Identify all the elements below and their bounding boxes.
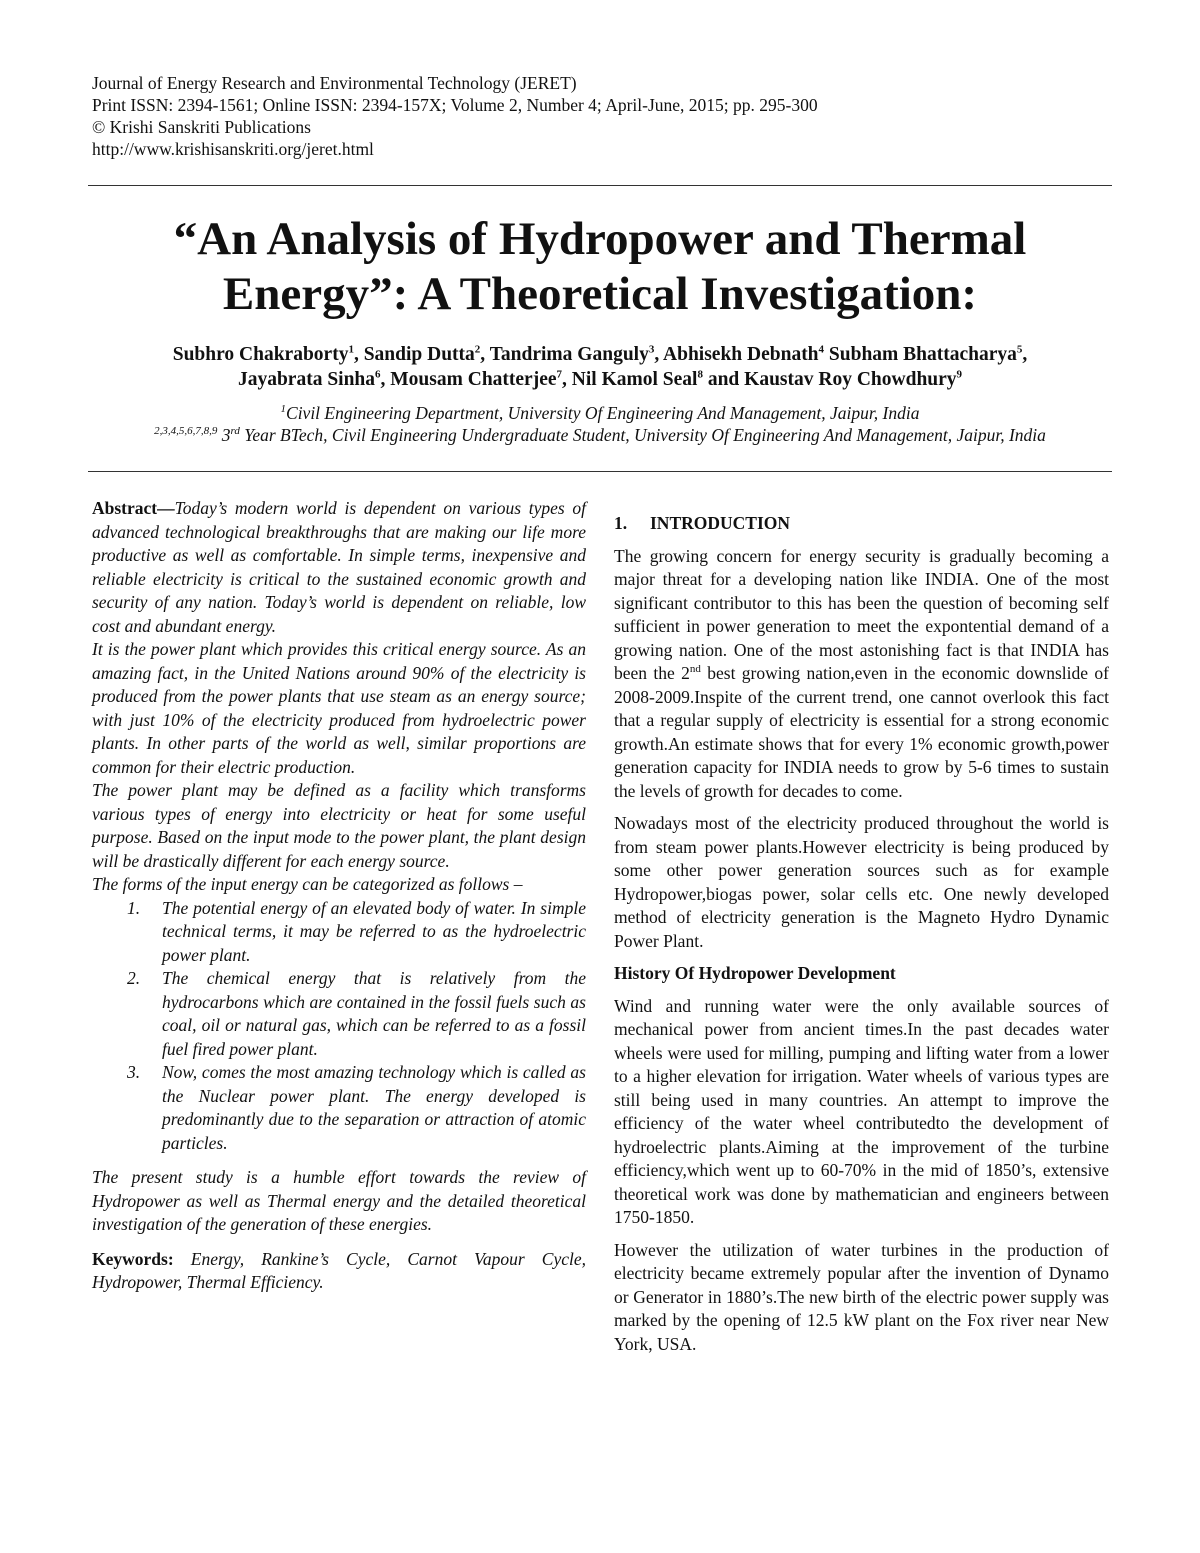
abstract-text-4: The forms of the input energy can be categorized as follows –	[92, 874, 523, 894]
energy-forms-list	[92, 897, 586, 1156]
author-sup: 7	[556, 368, 563, 381]
list-item	[92, 1061, 586, 1155]
affiliation-2-sup: 2,3,4,5,6,7,8,9	[154, 425, 218, 438]
author-name: Mousam Chatterjee	[390, 369, 557, 390]
affiliation-2-year-sup: rd	[230, 425, 240, 438]
abstract-text-2: It is the power plant which provides this critical energy source. As an amazing fact, in the United Nations around 90% of the electricity is produced from the power plants that use steam as an energy source; with just 10% of the electricity produced from hydroelectric power plants. In other parts of the world as well, similar proportions are common for their electric production.	[92, 639, 586, 777]
affiliations	[60, 402, 1140, 446]
journal-issn: Print ISSN: 2394-1561; Online ISSN: 2394-157X; Volume 2, Number 4; April-June, 2015; pp. 295-300	[92, 95, 818, 115]
author-sep: ,	[562, 369, 572, 390]
left-column	[92, 497, 586, 1295]
abstract-text-3: The power plant may be defined as a facility which transforms various types of energy into electricity or heat for some useful purpose. Based on the input mode to the power plant, the plant design will be drastically different for each energy source.	[92, 780, 586, 871]
author-name: Kaustav Roy Chowdhury	[744, 369, 957, 390]
keywords-text: Energy, Rankine’s Cycle, Carnot Vapour Cycle, Hydropower, Thermal Efficiency.	[92, 1248, 586, 1292]
author-sep: ,	[480, 344, 490, 365]
author-sup: 4	[818, 343, 825, 356]
author-sep: and	[702, 369, 745, 390]
author-sep: ,	[1022, 344, 1028, 365]
keywords	[92, 1248, 586, 1295]
paper-title	[88, 212, 1112, 322]
subsection-heading-history: History Of Hydropower Development	[614, 963, 896, 983]
affiliation-1	[60, 402, 1140, 424]
author-name: Subham Bhattacharya	[828, 344, 1017, 365]
list-item	[92, 967, 586, 1061]
intro-paragraph-2: Nowadays most of the electricity produced throughout the world is from steam power plants.However electricity is being produced by some other power generation sources such as for example Hydropower,biogas power, solar cells etc. One newly developed method of electricity generation is the Magneto Hydro Dynamic Power Plant.	[614, 813, 1109, 951]
author-sup: 6	[375, 368, 381, 381]
affiliation-2	[60, 424, 1140, 446]
abstract-label: Abstract—	[92, 498, 175, 518]
author-name: Nil Kamol Seal	[571, 369, 698, 390]
intro-text-1a: The growing concern for energy security is gradually becoming a major threat for a developing nation like INDIA. One of the most significant contributor to this has been the question of becoming self sufficient in power generation to meet the expontential demand of a growing nation. One of the most astonishing fact is that INDIA has been the 2	[614, 545, 1109, 683]
intro-paragraph-1	[614, 545, 1109, 804]
history-paragraph-1: Wind and running water were the only available sources of mechanical power from ancient times.In the past decades water wheels were used for milling, pumping and lifting water from a lower to a higher elevation for irrigation. Water wheels of various types are still being used in many countries. An attempt to improve the efficiency of the water wheel contributedto the development of hydroelectric plants.Aiming at the improvement of the turbine efficiency,which went up to 60-70% in the mid of 1850’s, extensive theoretical work was done by mathematician and engineers between 1750-1850.	[614, 995, 1109, 1227]
intro-text-1b: best growing nation,even in the economic downslide of 2008-2009.Inspite of the current trend, one cannot overlook this fact that a regular supply of electricity is essential for a strong economic growth.An estimate shows that for every 1% economic growth,power generation capacity for INDIA needs to grow by 5-6 times to sustain the levels of growth for decades to come.	[614, 663, 1109, 801]
spacer	[92, 1155, 586, 1166]
section-title: INTRODUCTION	[650, 513, 791, 533]
abstract-paragraph	[92, 497, 586, 638]
paper-title-line-1: “An Analysis of Hydropower and Thermal	[173, 213, 1027, 265]
header-divider	[88, 185, 1112, 186]
author-sup: 5	[1016, 343, 1023, 356]
affiliation-divider	[88, 471, 1112, 472]
section-heading-introduction	[614, 512, 1109, 536]
journal-name: Journal of Energy Research and Environmental Technology (JERET)	[92, 73, 577, 93]
abstract-text-5: The present study is a humble effort towards the review of Hydropower as well as Thermal energy and the detailed theoretical investigation of the generation of these energies.	[92, 1167, 586, 1234]
affiliation-1-text: Civil Engineering Department, University Of Engineering And Management, Jaipur, India	[286, 403, 920, 423]
author-name: Subhro Chakraborty	[172, 344, 349, 365]
journal-publisher: © Krishi Sanskriti Publications	[92, 117, 311, 137]
author-name: Sandip Dutta	[363, 344, 475, 365]
author-sep: ,	[353, 344, 364, 365]
author-name: Abhisekh Debnath	[663, 344, 819, 365]
history-paragraph-2: However the utilization of water turbines in the production of electricity became extremely popular after the invention of Dynamo or Generator in 1880’s.The new birth of the electric power supply was marked by the opening of 12.5 kW plant on the Fox river near New York, USA.	[614, 1239, 1109, 1354]
author-name: Tandrima Ganguly	[489, 344, 649, 365]
author-name: Jayabrata Sinha	[237, 369, 376, 390]
affiliation-2-text: Year BTech, Civil Engineering Undergraduate Student, University Of Engineering And Management, Jaipur, India	[239, 425, 1046, 445]
list-item-number: 1.	[127, 897, 141, 918]
right-column	[614, 512, 1109, 1365]
abstract-text-1: Today’s modern world is dependent on various types of advanced technological breakthroughs that are making our life more productive as well as comfortable. In simple terms, inexpensive and reliable electricity is critical to the sustained economic growth and security of any nation. Today’s world is dependent on reliable, low cost and abundant energy.	[92, 498, 586, 636]
paper-title-line-2: Energy”: A Theoretical Investigation:	[222, 268, 978, 320]
author-sup: 8	[697, 368, 703, 381]
affiliation-2-year: 3	[221, 425, 231, 445]
author-sup: 1	[348, 343, 354, 356]
journal-header	[92, 72, 1092, 160]
author-list	[88, 342, 1112, 392]
spacer	[92, 1237, 586, 1248]
list-item-number: 3.	[127, 1062, 141, 1082]
author-sup: 3	[648, 343, 655, 356]
journal-url: http://www.krishisanskriti.org/jeret.html	[92, 139, 374, 159]
list-item-number: 2.	[127, 968, 141, 988]
author-sup: 9	[956, 368, 963, 381]
list-item-text: Now, comes the most amazing technology which is called as the Nuclear power plant. The energy developed is predominantly due to the separation or attraction of atomic particles.	[162, 1062, 586, 1153]
affiliation-1-sup: 1	[280, 403, 287, 416]
author-sep: ,	[380, 369, 391, 390]
list-item-text: The potential energy of an elevated body of water. In simple technical terms, it may be referred to as the hydroelectric power plant.	[162, 897, 586, 965]
list-item	[92, 897, 586, 968]
author-sep: ,	[654, 344, 664, 365]
list-item-text: The chemical energy that is relatively from the hydrocarbons which are contained in the fossil fuels such as coal, oil or natural gas, which can be referred to as a fossil fuel fired power plant.	[162, 968, 586, 1059]
keywords-label: Keywords:	[92, 1248, 174, 1269]
author-sup: 2	[474, 343, 481, 356]
intro-sup: nd	[689, 663, 701, 676]
section-number: 1.	[614, 513, 628, 533]
